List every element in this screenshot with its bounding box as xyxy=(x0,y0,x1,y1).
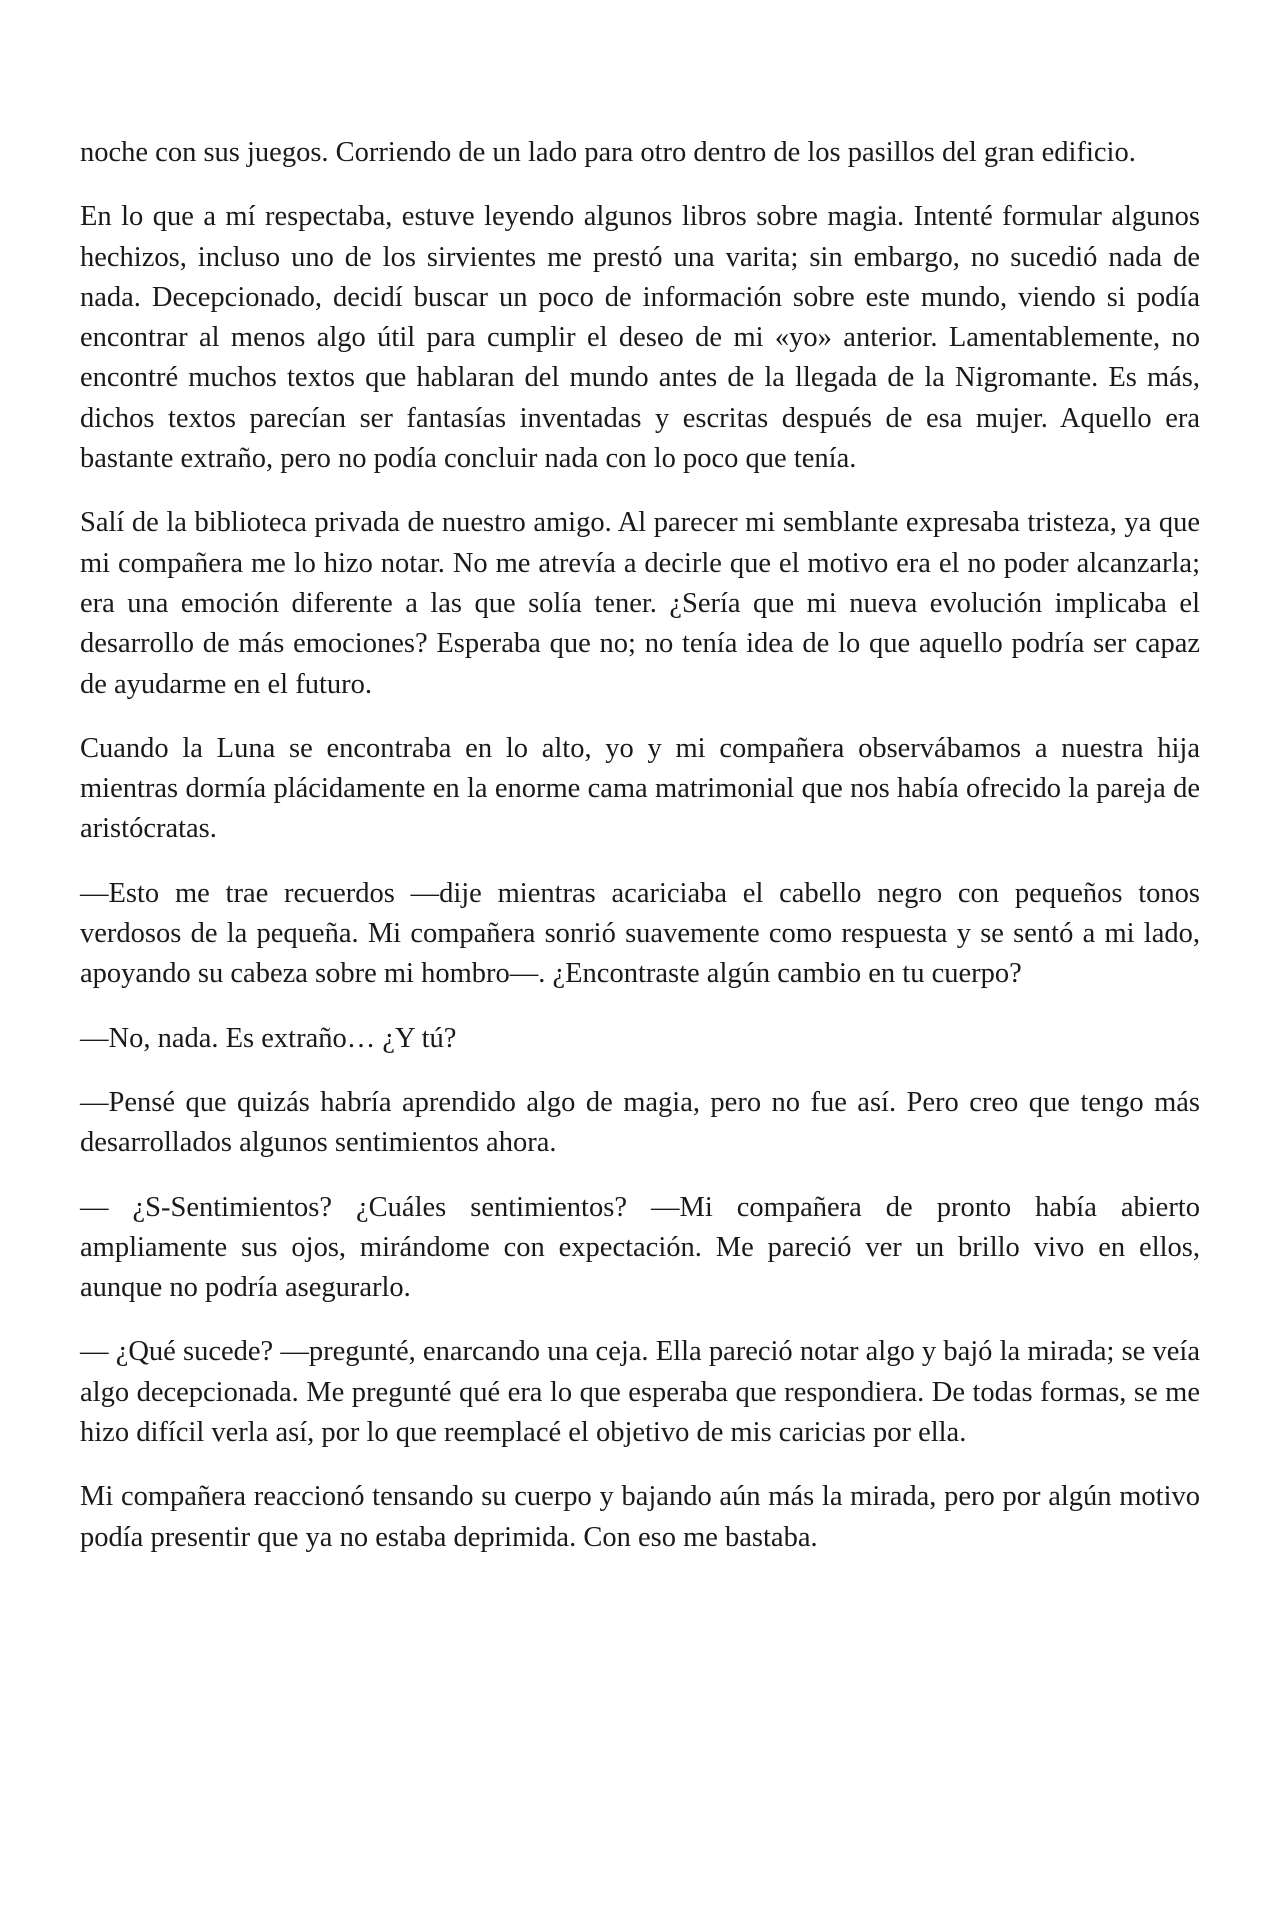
paragraph-8: — ¿S-Sentimientos? ¿Cuáles sentimientos? —Mi compañera de pronto había abierto ampliamente sus ojos, mirándome con expectación. Me pareció ver un brillo vivo en ellos, aunque no podría asegurarlo. xyxy=(80,1191,1200,1304)
paragraph-2: En lo que a mí respectaba, estuve leyendo algunos libros sobre magia. Intenté formular algunos hechizos, incluso uno de los sirvientes me prestó una varita; sin embargo, no sucedió nada de nada. Decepcionado, decidí buscar un poco de información sobre este mundo, viendo si podía encontrar al menos algo útil para cumplir el deseo de mi «yo» anterior. Lamentablemente, no encontré muchos textos que hablaran del mundo antes de la llegada de la Nigromante. Es más, dichos textos parecían ser fantasías inventadas y escritas después de esa mujer. Aquello era bastante extraño, pero no podía concluir nada con lo poco que tenía. xyxy=(80,201,1200,475)
paragraph-9: — ¿Qué sucede? —pregunté, enarcando una ceja. Ella pareció notar algo y bajó la mirada; se veía algo decepcionada. Me pregunté qué era lo que esperaba que respondiera. De todas formas, se me hizo difícil verla así, por lo que reemplacé el objetivo de mis caricias por ella. xyxy=(80,1336,1200,1449)
paragraph-6: —No, nada. Es extraño… ¿Y tú? xyxy=(80,1022,457,1054)
paragraph-4: Cuando la Luna se encontraba en lo alto, yo y mi compañera observábamos a nuestra hija mientras dormía plácidamente en la enorme cama matrimonial que nos había ofrecido la pareja de aristócratas. xyxy=(80,732,1200,845)
paragraph-1: noche con sus juegos. Corriendo de un lado para otro dentro de los pasillos del gran edificio. xyxy=(80,137,1136,168)
paragraph-5: —Esto me trae recuerdos —dije mientras acariciaba el cabello negro con pequeños tonos verdosos de la pequeña. Mi compañera sonrió suavemente como respuesta y se sentó a mi lado, apoyando su cabeza sobre mi hombro—. ¿Encontraste algún cambio en tu cuerpo? xyxy=(80,877,1200,990)
paragraph-7: —Pensé que quizás habría aprendido algo de magia, pero no fue así. Pero creo que tengo más desarrollados algunos sentimientos ahora. xyxy=(80,1086,1200,1159)
paragraph-3: Salí de la biblioteca privada de nuestro amigo. Al parecer mi semblante expresaba tristeza, ya que mi compañera me lo hizo notar. No me atrevía a decirle que el motivo era el no poder alcanzarla; era una emoción diferente a las que solía tener. ¿Sería que mi nueva evolución implicaba el desarrollo de más emociones? Esperaba que no; no tenía idea de lo que aquello podría ser capaz de ayudarme en el futuro. xyxy=(80,507,1200,700)
paragraph-10: Mi compañera reaccionó tensando su cuerpo y bajando aún más la mirada, pero por algún motivo podía presentir que ya no estaba deprimida. Con eso me bastaba. xyxy=(80,1481,1200,1553)
document-page xyxy=(80,133,1200,1582)
